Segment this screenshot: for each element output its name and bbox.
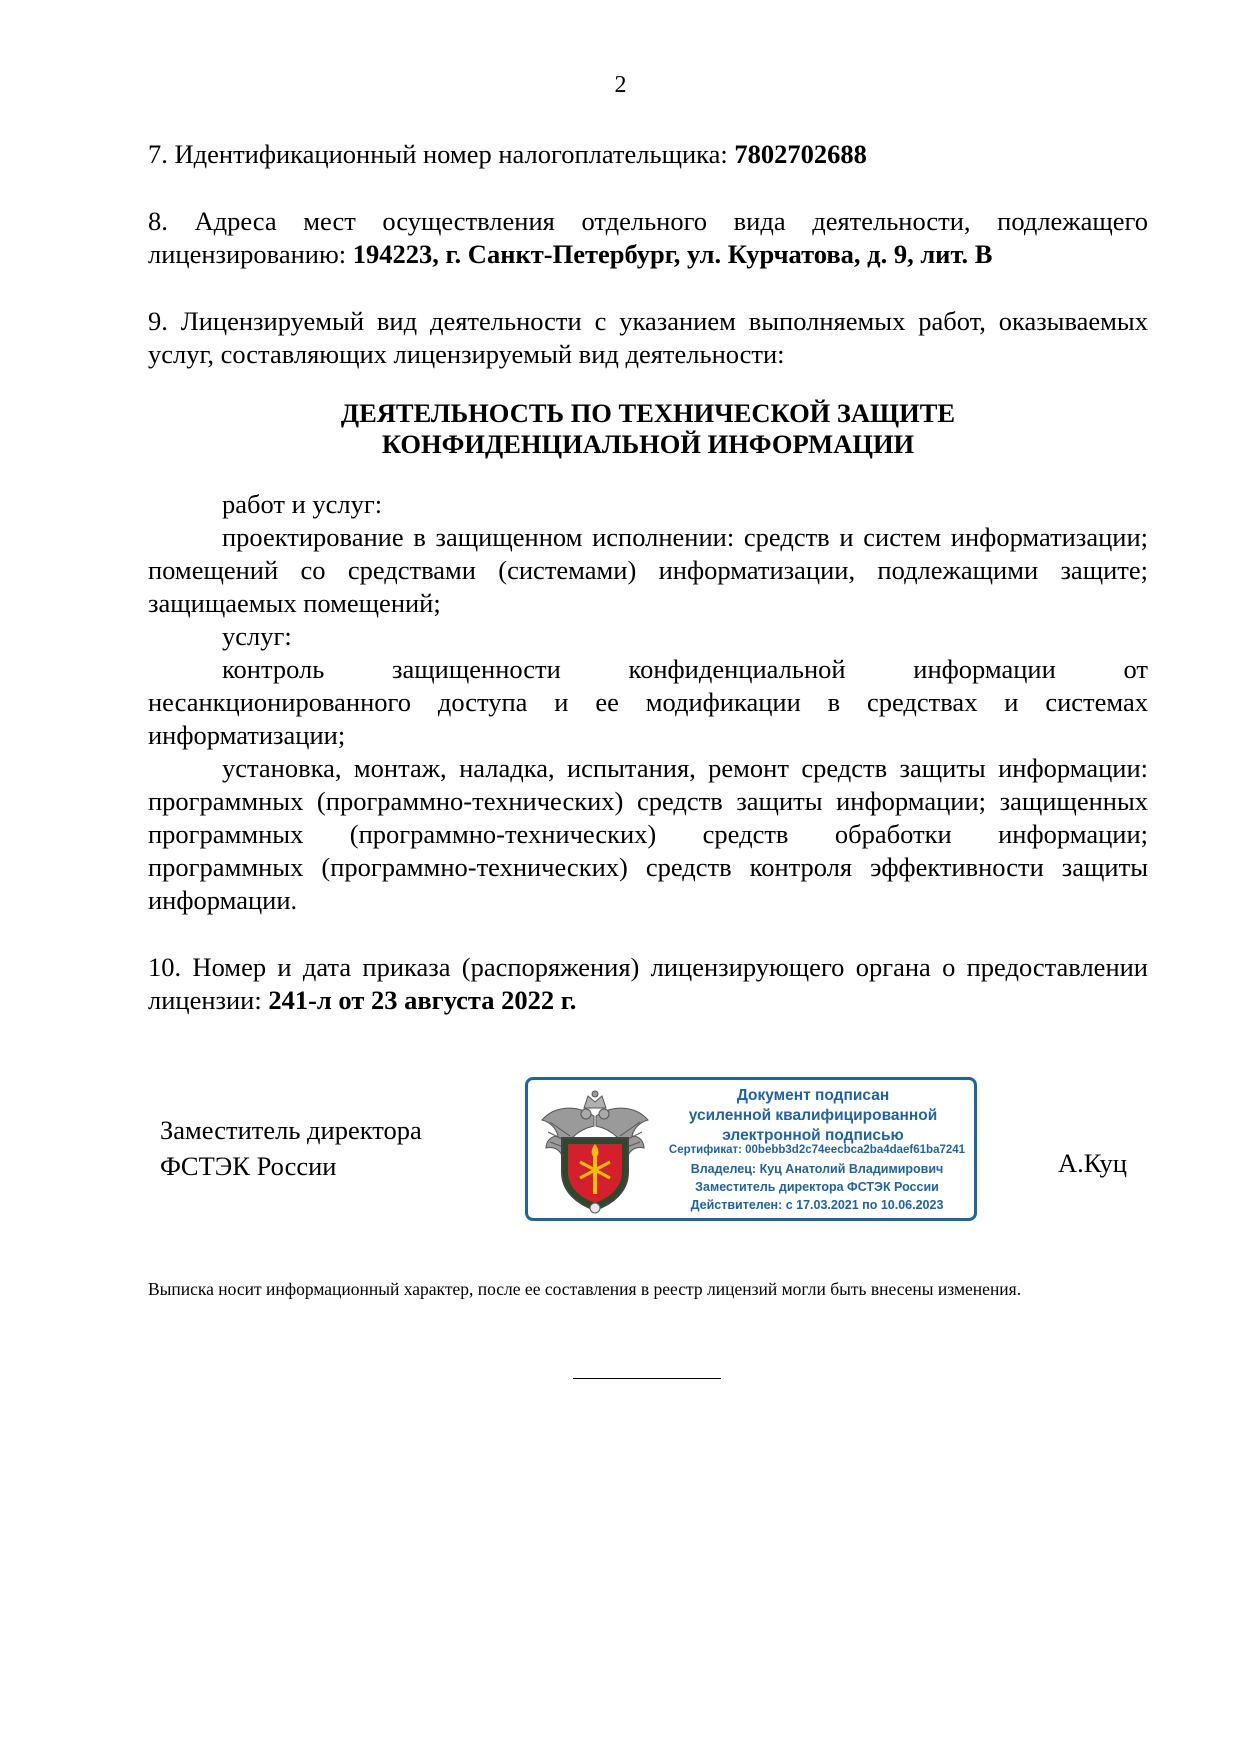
service-1: контроль защищенности конфиденциальной информации от несанкционированного доступа и ее модификации в средствах и системах информатизации; <box>148 654 1148 750</box>
taxpayer-id: 7802702688 <box>734 139 867 169</box>
stamp-position: Заместитель директора ФСТЭК России <box>695 1180 939 1194</box>
signatory-name: А.Куц <box>1058 1148 1127 1178</box>
works-text: проектирование в защищенном исполнении: средств и систем информатизации; помещений со средствами (системами) информатизации, подлежащими защите; защищаемых помещений; <box>148 522 1148 618</box>
signatory-position-line2: ФСТЭК России <box>160 1151 337 1181</box>
works-label: работ и услуг: <box>222 489 383 519</box>
item-10-label: 10. Номер и дата приказа (распоряжения) лицензирующего органа о предоставлении лицензии: <box>148 952 1148 1015</box>
activity-heading-line2: КОНФИДЕНЦИАЛЬНОЙ ИНФОРМАЦИИ <box>381 429 915 459</box>
stamp-title-line2: усиленной квалифицированной <box>688 1107 938 1124</box>
signatory-position <box>160 1112 422 1184</box>
item-10 <box>148 951 1148 1017</box>
activity-address: 194223, г. Санкт-Петербург, ул. Курчатова, д. 9, лит. В <box>352 239 993 269</box>
item-7 <box>148 138 1148 171</box>
fstec-emblem-icon <box>536 1086 654 1216</box>
stamp-title <box>658 1086 968 1146</box>
footnote: Выписка носит информационный характер, после ее составления в реестр лицензий могли быть внесены изменения. <box>148 1279 1022 1299</box>
stamp-title-line3: электронной подписью <box>722 1127 904 1144</box>
item-8-label: 8. Адреса мест осуществления отдельного вида деятельности, подлежащего лицензированию: <box>148 206 1148 269</box>
stamp-validity: Действителен: с 17.03.2021 по 10.06.2023 <box>690 1198 944 1212</box>
signatory-position-line1: Заместитель директора <box>160 1115 422 1145</box>
service-2: установка, монтаж, наладка, испытания, ремонт средств защиты информации: программных (программно-технических) средств защиты информации; защищенных программных (программно-технических) средств обработки информации; программных (программно-технических) средств контроля эффективности защиты информации. <box>148 753 1148 915</box>
stamp-owner: Владелец: Куц Анатолий Владимирович <box>690 1162 944 1176</box>
page-number: 2 <box>614 72 627 98</box>
order-number-date: 241-л от 23 августа 2022 г. <box>268 985 577 1015</box>
stamp-title-line1: Документ подписан <box>736 1087 890 1104</box>
activity-heading-line1: ДЕЯТЕЛЬНОСТЬ ПО ТЕХНИЧЕСКОЙ ЗАЩИТЕ <box>340 398 956 428</box>
item-8 <box>148 205 1148 271</box>
stamp-certificate: Сертификат: 00bebb3d2c74eecbca2ba4daef61ba7241 <box>668 1144 966 1156</box>
document-body <box>148 138 1148 1017</box>
item-7-label: 7. Идентификационный номер налогоплательщика: <box>148 139 735 169</box>
services-label: услуг: <box>222 621 292 651</box>
e-signature-stamp <box>525 1077 977 1221</box>
end-rule <box>573 1378 721 1379</box>
item-9: 9. Лицензируемый вид деятельности с указанием выполняемых работ, оказываемых услуг, составляющих лицензируемый вид деятельности: <box>148 306 1148 369</box>
